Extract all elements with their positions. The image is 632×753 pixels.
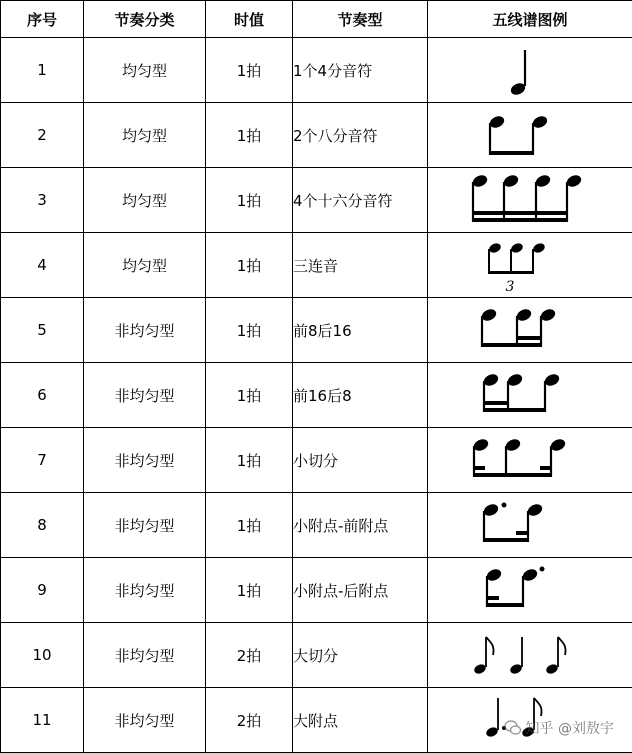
row-duration: 1拍 (206, 363, 293, 428)
row-number: 11 (1, 688, 84, 753)
row-number: 4 (1, 233, 84, 298)
row-number: 7 (1, 428, 84, 493)
row-duration: 1拍 (206, 233, 293, 298)
row-category: 均匀型 (84, 38, 206, 103)
two-sixteenths-eighth-icon (428, 363, 632, 428)
row-duration: 1拍 (206, 428, 293, 493)
row-pattern: 小切分 (293, 428, 428, 493)
row-duration: 1拍 (206, 298, 293, 363)
row-number: 9 (1, 558, 84, 623)
triplet-number: 3 (506, 279, 515, 295)
table-row (1, 168, 632, 233)
row-category: 非均匀型 (84, 688, 206, 753)
row-duration: 2拍 (206, 688, 293, 753)
row-pattern: 1个4分音符 (293, 38, 428, 103)
eighth-two-sixteenths-icon (428, 298, 632, 363)
quarter-note-icon (428, 38, 632, 103)
watermark (504, 718, 614, 738)
row-category: 均匀型 (84, 168, 206, 233)
row-category: 均匀型 (84, 233, 206, 298)
row-duration: 1拍 (206, 38, 293, 103)
row-category: 非均匀型 (84, 298, 206, 363)
row-category: 非均匀型 (84, 428, 206, 493)
triplet-notes-icon (428, 233, 632, 298)
row-pattern: 前8后16 (293, 298, 428, 363)
table-row (1, 38, 632, 103)
header-number: 序号 (1, 1, 84, 38)
row-pattern: 大附点 (293, 688, 428, 753)
row-category: 非均匀型 (84, 493, 206, 558)
row-category: 非均匀型 (84, 558, 206, 623)
row-number: 8 (1, 493, 84, 558)
header-notation: 五线谱图例 (428, 1, 632, 38)
notation-cell (428, 38, 632, 103)
header-row (1, 1, 632, 38)
row-duration: 2拍 (206, 623, 293, 688)
syncopation-large-icon (428, 623, 632, 688)
row-duration: 1拍 (206, 103, 293, 168)
header-duration: 时值 (206, 1, 293, 38)
syncopation-small-icon (428, 428, 632, 493)
row-number: 2 (1, 103, 84, 168)
notation-cell (428, 168, 632, 233)
table-row (1, 103, 632, 168)
row-category: 均匀型 (84, 103, 206, 168)
table-row (1, 428, 632, 493)
row-pattern: 4个十六分音符 (293, 168, 428, 233)
notation-cell (428, 363, 632, 428)
row-number: 5 (1, 298, 84, 363)
row-pattern: 前16后8 (293, 363, 428, 428)
row-number: 3 (1, 168, 84, 233)
watermark-text: 知乎 @刘敖宇 (526, 718, 614, 738)
row-duration: 1拍 (206, 493, 293, 558)
wechat-icon (504, 719, 522, 737)
row-duration: 1拍 (206, 168, 293, 233)
header-category: 节奏分类 (84, 1, 206, 38)
table-row (1, 493, 632, 558)
row-number: 10 (1, 623, 84, 688)
notation-cell (428, 298, 632, 363)
table-row (1, 363, 632, 428)
row-pattern: 2个八分音符 (293, 103, 428, 168)
row-pattern: 大切分 (293, 623, 428, 688)
dotted-eighth-sixteenth-icon (428, 493, 632, 558)
table-row (1, 558, 632, 623)
notation-cell (428, 233, 632, 298)
row-duration: 1拍 (206, 558, 293, 623)
table-row (1, 623, 632, 688)
row-category: 非均匀型 (84, 623, 206, 688)
notation-cell (428, 623, 632, 688)
four-sixteenth-notes-icon (428, 168, 632, 233)
row-number: 1 (1, 38, 84, 103)
row-pattern: 小附点-前附点 (293, 493, 428, 558)
row-category: 非均匀型 (84, 363, 206, 428)
sixteenth-dotted-eighth-icon (428, 558, 632, 623)
notation-cell (428, 558, 632, 623)
row-number: 6 (1, 363, 84, 428)
notation-cell (428, 493, 632, 558)
header-pattern: 节奏型 (293, 1, 428, 38)
two-eighth-notes-icon (428, 103, 632, 168)
notation-cell (428, 428, 632, 493)
table-row (1, 298, 632, 363)
table-row (1, 233, 632, 298)
row-pattern: 三连音 (293, 233, 428, 298)
notation-cell (428, 103, 632, 168)
row-pattern: 小附点-后附点 (293, 558, 428, 623)
